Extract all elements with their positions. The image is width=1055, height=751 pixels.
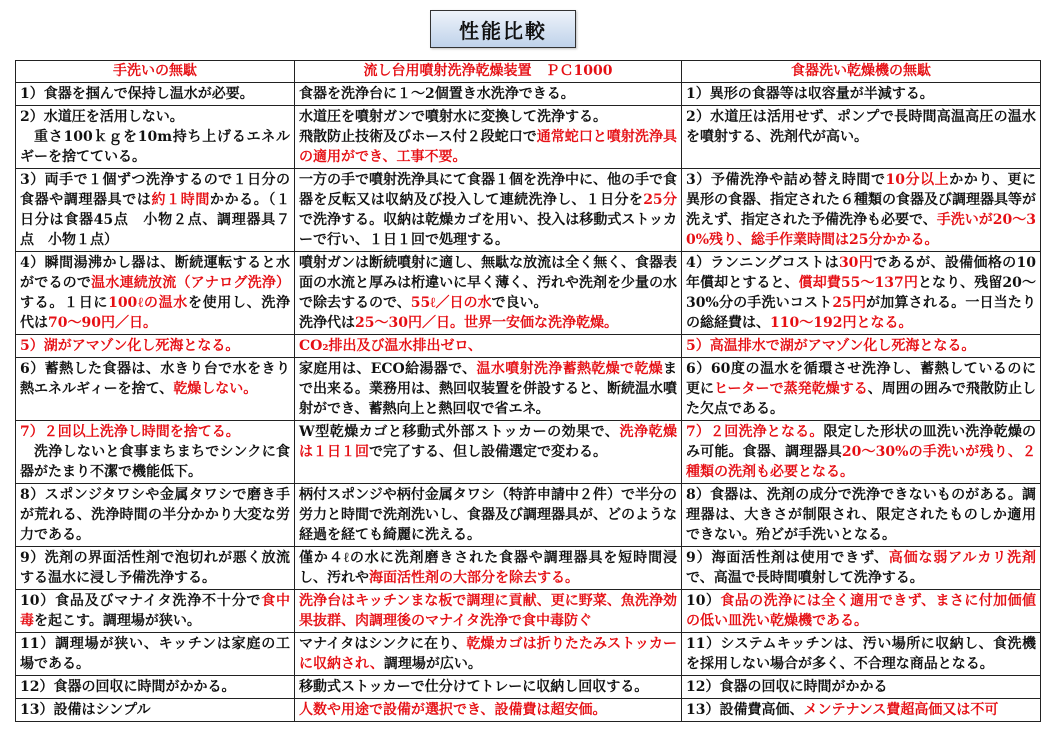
cell-text: 13）設備費高価、 <box>686 702 804 718</box>
table-row <box>16 699 1041 722</box>
manual-washing-cell <box>16 358 295 421</box>
table-row <box>16 590 1041 633</box>
cell-text: が加算される。一日当たりの総経費は、 <box>686 295 1036 331</box>
table-row <box>16 547 1041 590</box>
pc1000-cell <box>295 421 682 484</box>
cell-text: を起こす。調理場が狭い。 <box>34 613 201 629</box>
table-row <box>16 335 1041 358</box>
pc1000-cell <box>295 358 682 421</box>
cell-paragraph <box>686 634 1036 674</box>
cell-paragraph <box>686 422 1036 482</box>
cell-paragraph <box>299 548 677 588</box>
highlight-text: 25分 <box>643 192 678 208</box>
pc1000-cell <box>295 547 682 590</box>
cell-paragraph <box>686 336 1036 356</box>
dishwasher-cell <box>682 252 1041 335</box>
cell-text: 10） <box>686 593 721 609</box>
cell-text: かかる。（１日分は食器45点 小物２点、調理器具７点 小物１点） <box>20 192 291 248</box>
pc1000-cell <box>295 169 682 252</box>
cell-text: 10）食品及びマナイタ洗浄不十分で <box>20 593 262 609</box>
highlight-text: 乾燥カゴは折りたたみストッカーに収納され、 <box>299 636 677 672</box>
pc1000-cell <box>295 699 682 722</box>
cell-paragraph <box>299 313 677 333</box>
highlight-text: メンテナンス費超高価又は不可 <box>803 702 999 718</box>
dishwasher-cell <box>682 106 1041 169</box>
highlight-text: 高価な弱アルカリ洗剤 <box>888 550 1036 566</box>
cell-paragraph <box>299 336 677 356</box>
pc1000-cell <box>295 590 682 633</box>
cell-text: 3）予備洗浄や詰め替え時間で <box>686 172 886 188</box>
dishwasher-cell <box>682 699 1041 722</box>
pc1000-cell <box>295 633 682 676</box>
manual-washing-cell <box>16 252 295 335</box>
table-row <box>16 676 1041 699</box>
highlight-text: 食品の洗浄には全く適用できず、まさに付加価値の低い皿洗い乾燥機である。 <box>686 593 1036 629</box>
cell-text: 限定した形状の皿洗い洗浄乾燥のみ可能。食器、調理器具 <box>686 424 1036 460</box>
cell-text: 9）海面活性剤は使用できず、 <box>686 550 889 566</box>
table-row <box>16 169 1041 252</box>
cell-paragraph <box>686 700 1036 720</box>
dishwasher-cell <box>682 358 1041 421</box>
highlight-text: 7）２回洗浄となる。 <box>686 424 824 440</box>
cell-text: マナイタはシンクに在り、 <box>299 636 467 652</box>
cell-paragraph <box>20 442 290 482</box>
highlight-text: CO₂排出及び温水排出ゼロ、 <box>299 338 482 354</box>
cell-paragraph <box>20 634 290 674</box>
cell-paragraph <box>299 107 677 127</box>
manual-washing-cell <box>16 421 295 484</box>
cell-paragraph <box>686 591 1036 631</box>
cell-text: 8）スポンジタワシや金属タワシで磨き手が荒れる、洗浄時間の半分かかり大変な労力である。 <box>20 487 290 543</box>
cell-text: を使用し、洗浄代は <box>20 295 291 331</box>
cell-text: 、周囲の囲みで飛散防止した欠点である。 <box>686 381 1036 417</box>
cell-text: 洗浄しないと食事まちまちでシンクに食器がたまり不潔で機能低下。 <box>20 444 290 480</box>
cell-paragraph <box>299 170 677 250</box>
dishwasher-cell <box>682 169 1041 252</box>
highlight-text: 償却費55～137円 <box>798 275 918 291</box>
cell-paragraph <box>686 253 1036 333</box>
pc1000-cell <box>295 676 682 699</box>
comparison-table <box>15 60 1041 722</box>
cell-text: で洗浄する。収納は乾燥カゴを用い、投入は移動式ストッカーで行い、１日１回で処理する。 <box>299 212 677 248</box>
highlight-text: 30円 <box>838 255 874 271</box>
cell-text: 移動式ストッカーで仕分けてトレーに収納し回収する。 <box>299 679 649 695</box>
manual-washing-cell <box>16 83 295 106</box>
dishwasher-cell <box>682 335 1041 358</box>
comparison-table-header <box>16 61 1041 83</box>
highlight-text: 約１時間 <box>151 192 210 208</box>
cell-paragraph <box>299 253 677 313</box>
cell-paragraph <box>299 591 677 631</box>
cell-text: 水道圧を噴射ガンで噴射水に変換して洗浄する。 <box>299 109 607 125</box>
highlight-text: 手洗いが20～30%残り、総手作業時間は25分かかる。 <box>686 212 1036 248</box>
highlight-text: 海面活性剤の大部分を除去する。 <box>369 570 579 586</box>
table-row <box>16 106 1041 169</box>
cell-text: 4）瞬間湯沸かし器は、断続運転すると水がでるので <box>20 255 290 291</box>
cell-paragraph <box>299 127 677 167</box>
cell-text: で完了する、但し設備選定で変わる。 <box>369 444 607 460</box>
highlight-text: 洗浄台はキッチンまな板で調理に貢献、更に野菜、魚洗浄効果抜群、肉調理後のマナイタ洗浄で食中毒防ぐ <box>299 593 677 629</box>
cell-paragraph <box>20 359 290 399</box>
header-manual-washing: 手洗いの無駄 <box>16 61 295 83</box>
cell-text: 2）水道圧は活用せず、ポンプで長時間高温高圧の温水を噴射する、洗剤代が高い。 <box>686 109 1036 145</box>
cell-paragraph <box>20 107 290 127</box>
cell-text: 柄付スポンジや柄付金属タワシ（特許申請中２件）で半分の労力と時間で洗剤洗いし、食器及び調理器具が、どのような経過を経ても綺麗に洗える。 <box>299 487 677 543</box>
cell-text: 2）水道圧を活用しない。 <box>20 109 184 125</box>
highlight-text: 5）湖がアマゾン化し死海となる。 <box>20 338 240 354</box>
cell-paragraph <box>299 84 677 104</box>
pc1000-cell <box>295 106 682 169</box>
manual-washing-cell <box>16 676 295 699</box>
dishwasher-cell <box>682 676 1041 699</box>
pc1000-cell <box>295 335 682 358</box>
dishwasher-cell <box>682 633 1041 676</box>
highlight-text: 25円 <box>832 295 867 311</box>
highlight-text: 食中毒 <box>20 593 290 629</box>
manual-washing-cell <box>16 633 295 676</box>
cell-text: 食器を洗浄台に１～2個置き水洗浄できる。 <box>299 86 575 102</box>
header-row <box>16 61 1041 83</box>
cell-text: まで出来る。業務用は、熱回収装置を併設すると、断続温水噴射ができ、蓄熱向上と熱回収で省エネ。 <box>299 361 678 417</box>
cell-text: 9）洗剤の界面活性剤で泡切れが悪く放流する温水に浸し予備洗浄する。 <box>20 550 290 586</box>
cell-paragraph <box>299 359 677 419</box>
cell-text: 13）設備はシンプル <box>20 702 151 718</box>
cell-text: 重さ100ｋｇを10m持ち上げるエネルギーを捨てている。 <box>20 129 290 165</box>
table-row <box>16 252 1041 335</box>
cell-paragraph <box>686 170 1036 250</box>
cell-paragraph <box>20 84 290 104</box>
highlight-text: 10分以上 <box>885 172 950 188</box>
cell-text: 1）異形の食器等は収容量が半減する。 <box>686 86 934 102</box>
cell-paragraph <box>299 422 677 462</box>
cell-text: 3）両手で１個ずつ洗浄するので１日分の食器や調理器具では <box>20 172 290 208</box>
comparison-table-body <box>16 83 1041 722</box>
cell-text: 6）蓄熱した食器は、水きり台で水をきり熱エネルギィーを捨て、 <box>20 361 290 397</box>
cell-text: 噴射ガンは断続噴射に適し、無駄な放流は全く無く、食器表面の水流と厚みは桁違いに早く薄く、汚れや洗剤を少量の水で除去するので、 <box>299 255 677 311</box>
manual-washing-cell <box>16 106 295 169</box>
cell-text: 4）ランニングコストは <box>686 255 839 271</box>
dishwasher-cell <box>682 547 1041 590</box>
cell-paragraph <box>20 548 290 588</box>
dishwasher-cell <box>682 421 1041 484</box>
highlight-text: 5）高温排水で湖がアマゾン化し死海となる。 <box>686 338 976 354</box>
highlight-text: 20～30%の手洗いが残り、２種類の洗剤も必要となる。 <box>686 444 1036 480</box>
cell-text: する。１日に <box>20 295 109 311</box>
cell-text: 家庭用は、ECO給湯器で、 <box>299 361 477 377</box>
cell-text: かかり、更に異形の食器、指定された６種類の食器及び調理器具等が洗えず、指定された予備洗浄も必要で、 <box>686 172 1036 228</box>
table-row <box>16 83 1041 106</box>
highlight-text: 通常蛇口と噴射洗浄具の適用ができ、工事不要。 <box>299 129 677 165</box>
cell-text: 僅か４ℓの水に洗剤磨きされた食器や調理器具を短時間浸し、汚れや <box>299 550 677 586</box>
cell-text: 11）システムキッチンは、汚い場所に収納し、食洗機を採用しない場合が多く、不合理な商品となる。 <box>686 636 1036 672</box>
cell-text: で、高温で長時間噴射して洗浄する。 <box>686 570 924 586</box>
cell-text: であるが、設備価格の10年償却とすると、 <box>686 255 1037 291</box>
cell-text: 12）食器の回収に時間がかかる。 <box>20 679 236 695</box>
cell-paragraph <box>20 336 290 356</box>
highlight-text: 7）２回以上洗浄し時間を捨てる。 <box>20 424 240 440</box>
cell-paragraph <box>20 485 290 545</box>
pc1000-cell <box>295 484 682 547</box>
cell-text: 洗浄代は <box>299 315 355 331</box>
highlight-text: ヒーターで蒸発乾燥する <box>714 381 868 397</box>
cell-text: となり、残留20～30%分の手洗いコスト <box>686 275 1036 311</box>
cell-paragraph <box>20 253 290 333</box>
manual-washing-cell <box>16 484 295 547</box>
dishwasher-cell <box>682 484 1041 547</box>
table-row <box>16 633 1041 676</box>
header-pc1000: 流し台用噴射洗浄乾燥装置 ＰＣ1000 <box>295 61 682 83</box>
highlight-text: 55ℓ／日の水 <box>410 295 492 311</box>
highlight-text: 洗浄乾燥は１日１回 <box>299 424 677 460</box>
cell-paragraph <box>686 359 1036 419</box>
cell-paragraph <box>299 677 677 697</box>
cell-text: 飛散防止技術及びホース付２段蛇口で <box>299 129 537 145</box>
dishwasher-cell <box>682 83 1041 106</box>
cell-text: 1）食器を掴んで保持し温水が必要。 <box>20 86 254 102</box>
highlight-text: 70～90円／日。 <box>48 315 157 331</box>
highlight-text: 100ℓの温水 <box>108 295 188 311</box>
pc1000-cell <box>295 252 682 335</box>
table-row <box>16 358 1041 421</box>
highlight-text: 25～30円／日。世界一安価な洗浄乾燥。 <box>355 315 618 331</box>
highlight-text: 110～192円となる。 <box>770 315 913 331</box>
cell-paragraph <box>686 107 1036 147</box>
manual-washing-cell <box>16 169 295 252</box>
cell-paragraph <box>299 700 677 720</box>
pc1000-cell <box>295 83 682 106</box>
cell-paragraph <box>20 591 290 631</box>
manual-washing-cell <box>16 590 295 633</box>
cell-text: 調理場が広い。 <box>383 656 482 672</box>
cell-paragraph <box>20 127 290 167</box>
cell-text: 12）食器の回収に時間がかかる <box>686 679 888 695</box>
cell-text: で良い。 <box>491 295 548 311</box>
cell-paragraph <box>299 634 677 674</box>
highlight-text: 人数や用途で設備が選択でき、設備費は超安価。 <box>299 702 607 718</box>
cell-text: W型乾燥カゴと移動式外部ストッカーの効果で、 <box>299 424 620 440</box>
highlight-text: 温水連続放流（アナログ洗浄） <box>91 275 291 291</box>
cell-paragraph <box>20 422 290 442</box>
cell-paragraph <box>20 677 290 697</box>
manual-washing-cell <box>16 335 295 358</box>
cell-text: 8）食器は、洗剤の成分で洗浄できないものがある。調理器は、大きさが制限され、限定されたものしか適用できない。殆どが手洗いとなる。 <box>686 487 1036 543</box>
dishwasher-cell <box>682 590 1041 633</box>
cell-text: 11）調理場が狭い、キッチンは家庭の工場である。 <box>20 636 290 672</box>
manual-washing-cell <box>16 547 295 590</box>
document-title: 性能比較 <box>430 10 576 48</box>
table-row <box>16 484 1041 547</box>
cell-paragraph <box>20 700 290 720</box>
cell-paragraph <box>686 677 1036 697</box>
cell-text: 6）60度の温水を循環させ洗浄し、蓄熱しているのに更に <box>686 361 1036 397</box>
cell-paragraph <box>299 485 677 545</box>
highlight-text: 乾燥しない。 <box>173 381 258 397</box>
cell-paragraph <box>686 485 1036 545</box>
cell-paragraph <box>20 170 290 250</box>
cell-text: 一方の手で噴射洗浄具にて食器１個を洗浄中に、他の手で食器を反転又は収納及び投入して連続洗浄し、１日分を <box>299 172 677 208</box>
cell-paragraph <box>686 548 1036 588</box>
table-row <box>16 421 1041 484</box>
highlight-text: 温水噴射洗浄蓄熱乾燥で乾燥 <box>476 361 664 377</box>
header-dishwasher: 食器洗い乾燥機の無駄 <box>682 61 1041 83</box>
cell-paragraph <box>686 84 1036 104</box>
manual-washing-cell <box>16 699 295 722</box>
